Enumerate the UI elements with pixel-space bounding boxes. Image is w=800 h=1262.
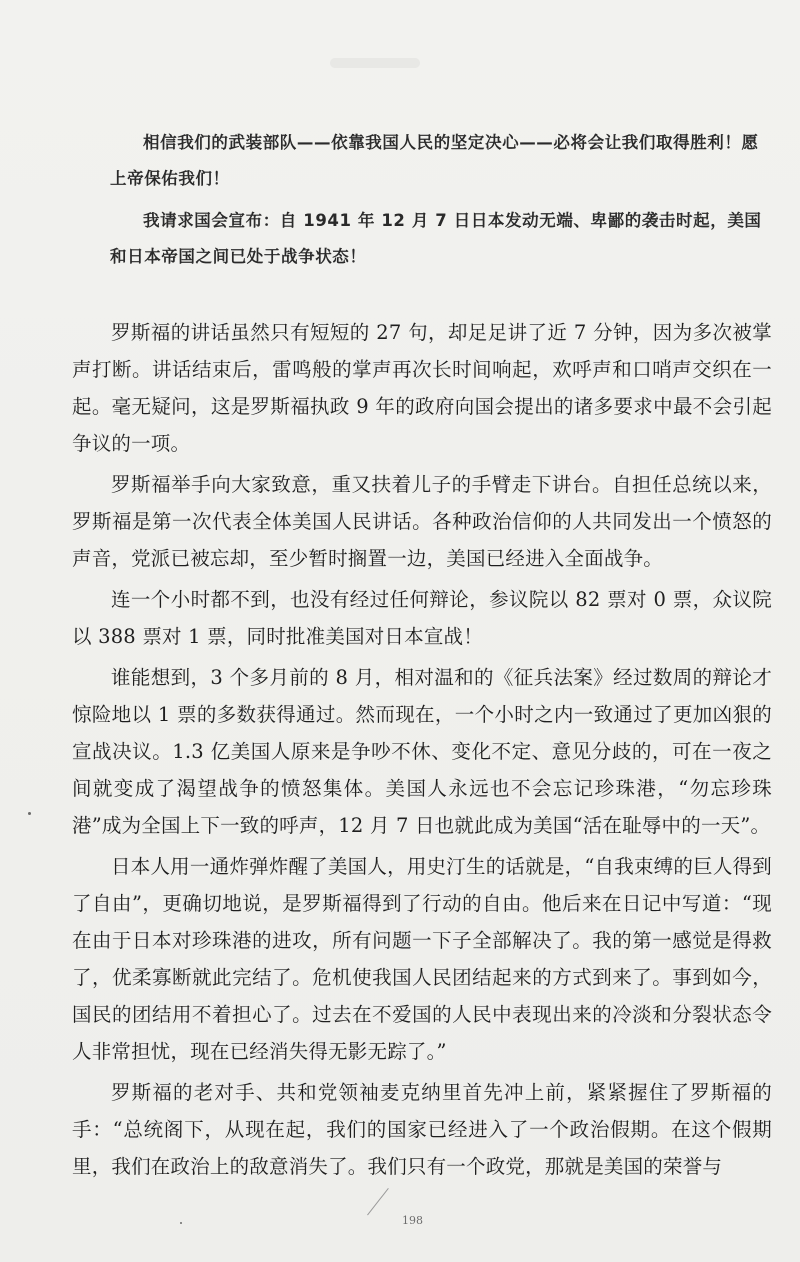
body-paragraph: 日本人用一通炸弹炸醒了美国人，用史汀生的话就是，“自我束缚的巨人得到了自由”，更确切地说，是罗斯福得到了行动的自由。他后来在日记中写道：“现在由于日本对珍珠港的进攻，所有问题一下子全部解决了。我的第一感觉是得救了，优柔寡断就此完结了。危机使我国人民团结起来的方式到来了。事到如今，国民的团结用不着担心了。过去在不爱国的人民中表现出来的冷淡和分裂状态令人非常担忧，现在已经消失得无影无踪了。” (72, 855, 772, 1063)
body-paragraph: 罗斯福的讲话虽然只有短短的 27 句，却足足讲了近 7 分钟，因为多次被掌声打断。讲话结束后，雷鸣般的掌声再次长时间响起，欢呼声和口哨声交织在一起。毫无疑问，这是罗斯福执政 9 年的政府向国会提出的诸多要求中最不会引起争议的一项。 (72, 321, 772, 455)
page-number: 198 (402, 1214, 423, 1227)
speech-quote-block (110, 125, 770, 281)
quote-paragraph: 我请求国会宣布：自 1941 年 12 月 7 日日本发动无端、卑鄙的袭击时起，美国和日本帝国之间已处于战争状态！ (110, 211, 762, 266)
body-paragraph: 罗斯福的老对手、共和党领袖麦克纳里首先冲上前，紧紧握住了罗斯福的手：“总统阁下，从现在起，我们的国家已经进入了一个政治假期。在这个假期里，我们在政治上的敌意消失了。我们只有一个政党，那就是美国的荣誉与 (72, 1081, 772, 1178)
body-paragraph: 罗斯福举手向大家致意，重又扶着儿子的手臂走下讲台。自担任总统以来，罗斯福是第一次代表全体美国人民讲话。各种政治信仰的人共同发出一个愤怒的声音，党派已被忘却，至少暂时搁置一边，美国已经进入全面战争。 (72, 473, 772, 570)
body-paragraph: 连一个小时都不到，也没有经过任何辩论，参议院以 82 票对 0 票，众议院以 388 票对 1 票，同时批准美国对日本宣战！ (72, 588, 772, 648)
scan-speck (28, 812, 31, 815)
page-number-mark (367, 1188, 389, 1215)
scan-smudge (330, 58, 420, 68)
body-text (72, 314, 772, 1189)
scan-speck (180, 1222, 182, 1224)
quote-paragraph: 相信我们的武装部队——依靠我国人民的坚定决心——必将会让我们取得胜利！愿上帝保佑我们！ (110, 133, 759, 188)
body-paragraph: 谁能想到，3 个多月前的 8 月，相对温和的《征兵法案》经过数周的辩论才惊险地以 1 票的多数获得通过。然而现在，一个小时之内一致通过了更加凶狠的宣战决议。1.3 亿美国人原来是争吵不休、变化不定、意见分歧的，可在一夜之间就变成了渴望战争的愤怒集体。美国人永远也不会忘记珍珠港，“勿忘珍珠港”成为全国上下一致的呼声，12 月 7 日也就此成为美国“活在耻辱中的一天”。 (72, 666, 772, 837)
